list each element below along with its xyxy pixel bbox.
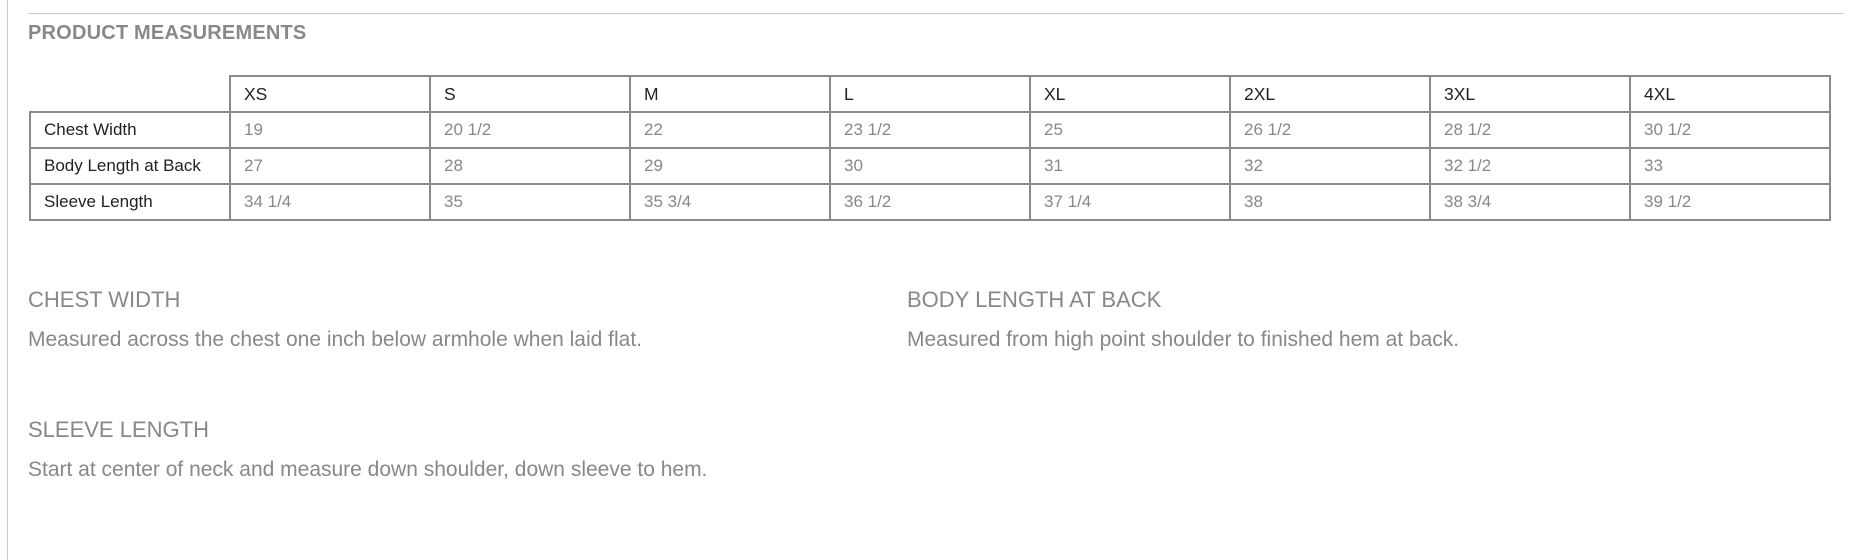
- chest-width-heading: CHEST WIDTH: [28, 287, 181, 312]
- table-row-sleeve-length: [30, 184, 1830, 220]
- table-cell: 22: [630, 112, 830, 148]
- measurements-table: [29, 75, 1831, 221]
- table-cell: 20 1/2: [430, 112, 630, 148]
- table-cell: 19: [230, 112, 430, 148]
- row-label: Sleeve Length: [30, 184, 230, 220]
- table-cell: 32 1/2: [1430, 148, 1630, 184]
- size-header-3xl: 3XL: [1430, 76, 1630, 112]
- table-cell: 26 1/2: [1230, 112, 1430, 148]
- row-label: Chest Width: [30, 112, 230, 148]
- table-cell: 28 1/2: [1430, 112, 1630, 148]
- row-label: Body Length at Back: [30, 148, 230, 184]
- table-cell: 30 1/2: [1630, 112, 1830, 148]
- table-cell: 38 3/4: [1430, 184, 1630, 220]
- size-header-m: M: [630, 76, 830, 112]
- size-header-xs: XS: [230, 76, 430, 112]
- chest-width-description: Measured across the chest one inch below armhole when laid flat.: [28, 328, 643, 351]
- table-cell: 30: [830, 148, 1030, 184]
- table-cell: 28: [430, 148, 630, 184]
- table-cell: 38: [1230, 184, 1430, 220]
- header-corner-cell: [30, 76, 230, 112]
- table-row-chest-width: [30, 112, 1830, 148]
- size-header-xl: XL: [1030, 76, 1230, 112]
- body-length-heading: BODY LENGTH AT BACK: [907, 287, 1162, 312]
- table-cell: 23 1/2: [830, 112, 1030, 148]
- size-header-2xl: 2XL: [1230, 76, 1430, 112]
- table-cell: 35: [430, 184, 630, 220]
- table-cell: 31: [1030, 148, 1230, 184]
- sleeve-length-description: Start at center of neck and measure down shoulder, down sleeve to hem.: [28, 458, 708, 481]
- size-header-row: [30, 76, 1830, 112]
- table-row-body-length: [30, 148, 1830, 184]
- table-cell: 36 1/2: [830, 184, 1030, 220]
- section-title: PRODUCT MEASUREMENTS: [28, 22, 307, 44]
- table-cell: 33: [1630, 148, 1830, 184]
- body-length-description: Measured from high point shoulder to finished hem at back.: [907, 328, 1460, 351]
- table-cell: 29: [630, 148, 830, 184]
- size-header-l: L: [830, 76, 1030, 112]
- table-cell: 27: [230, 148, 430, 184]
- size-header-4xl: 4XL: [1630, 76, 1830, 112]
- size-header-s: S: [430, 76, 630, 112]
- table-cell: 34 1/4: [230, 184, 430, 220]
- table-cell: 32: [1230, 148, 1430, 184]
- table-cell: 39 1/2: [1630, 184, 1830, 220]
- table-cell: 25: [1030, 112, 1230, 148]
- left-border-line: [7, 0, 8, 560]
- sleeve-length-heading: SLEEVE LENGTH: [28, 417, 209, 442]
- top-divider: [28, 13, 1844, 14]
- table-cell: 37 1/4: [1030, 184, 1230, 220]
- table-cell: 35 3/4: [630, 184, 830, 220]
